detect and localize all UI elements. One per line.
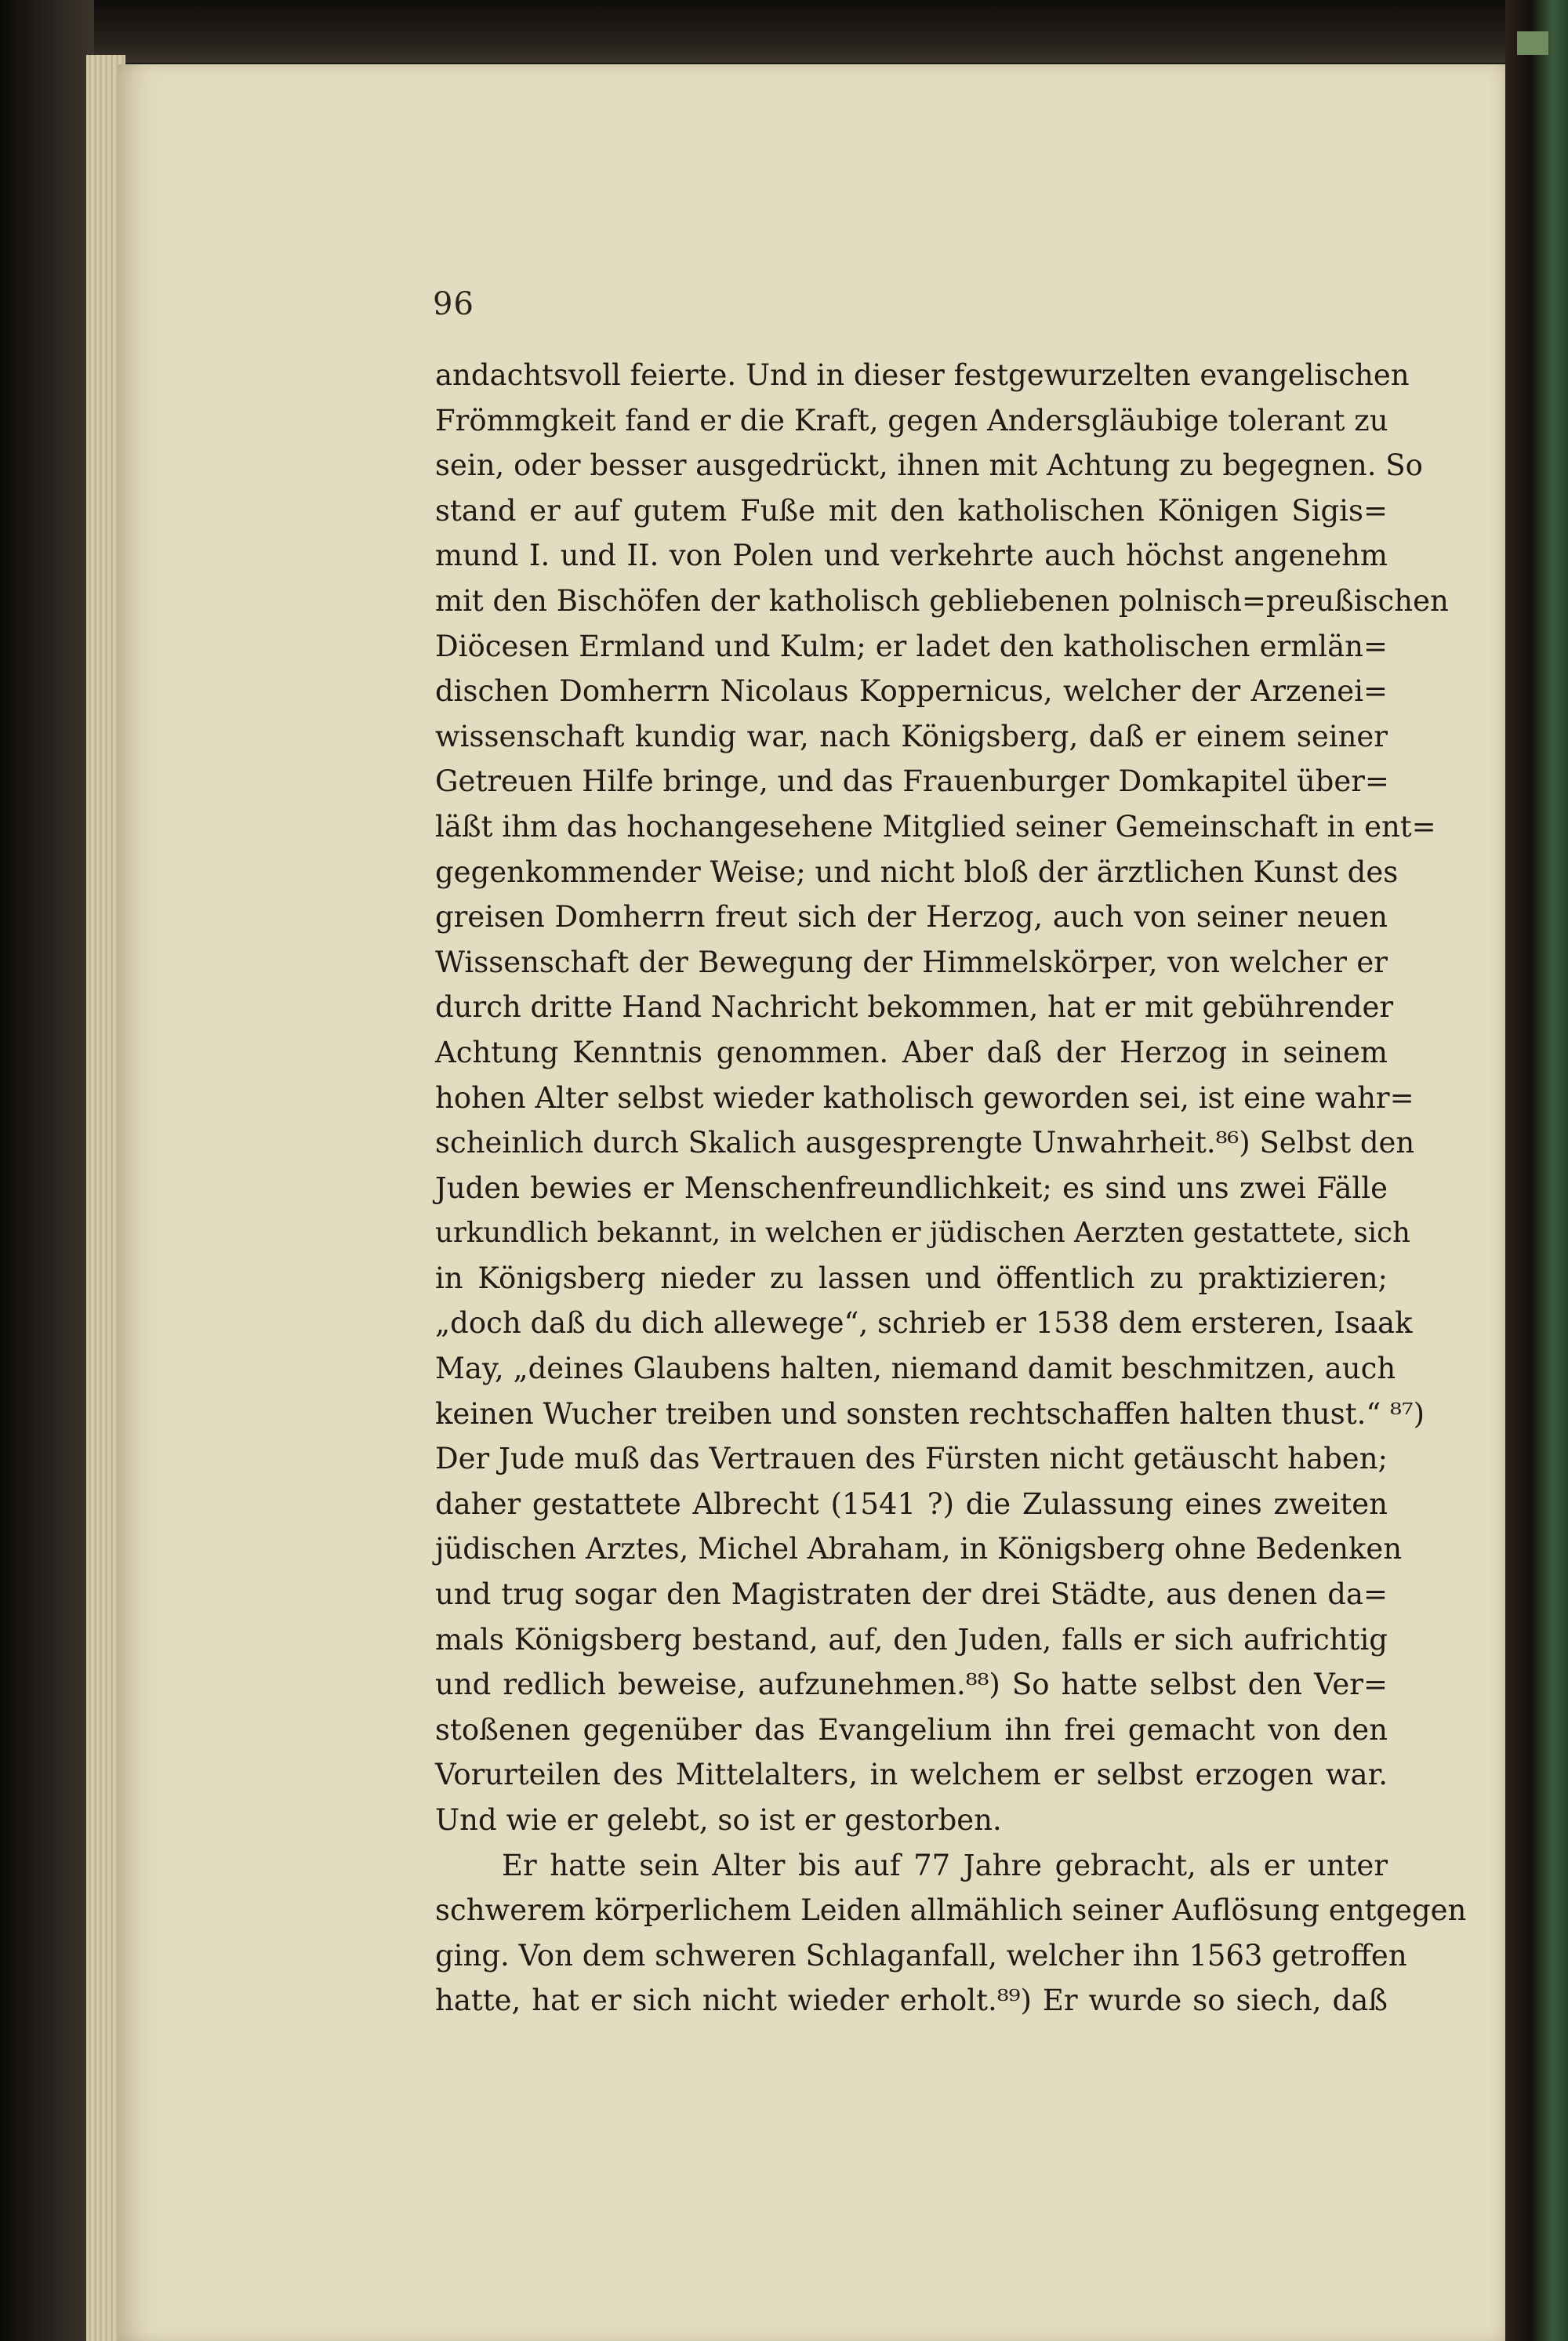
text-line: mit den Bischöfen der katholisch gebliebenen polnisch=preußischen	[435, 583, 1449, 618]
text-line: in Königsberg nieder zu lassen und öffentlich zu praktizieren;	[435, 1261, 1388, 1295]
color-tab	[1517, 31, 1548, 55]
text-line: Frömmgkeit fand er die Kraft, gegen Andersgläubige tolerant zu	[435, 403, 1388, 437]
text-line: stand er auf gutem Fuße mit den katholischen Königen Sigis=	[435, 493, 1388, 528]
text-line: läßt ihm das hochangesehene Mitglied seiner Gemeinschaft in ent=	[435, 809, 1436, 844]
text-line: wissenschaft kundig war, nach Königsberg, daß er einem seiner	[435, 719, 1388, 753]
text-line: schwerem körperlichem Leiden allmählich seiner Auflösung entgegen	[435, 1893, 1467, 1928]
text-line: andachtsvoll feierte. Und in dieser festgewurzelten evangelischen	[435, 358, 1410, 392]
text-line: Diöcesen Ermland und Kulm; er ladet den katholischen ermlän=	[435, 629, 1388, 663]
text-line: hatte, hat er sich nicht wieder erholt.⁸⁹) Er wurde so siech, daß	[435, 1983, 1388, 2018]
text-line: ging. Von dem schweren Schlaganfall, welcher ihn 1563 getroffen	[435, 1938, 1407, 1973]
text-line: mund I. und II. von Polen und verkehrte auch höchst angenehm	[435, 539, 1388, 573]
text-line: Er hatte sein Alter bis auf 77 Jahre gebracht, als er unter	[502, 1848, 1388, 1882]
page-number: 96	[433, 286, 474, 322]
body-text	[435, 353, 1467, 2023]
text-line: „doch daß du dich allewege“, schrieb er 1538 dem ersteren, Isaak	[435, 1306, 1413, 1341]
text-line: jüdischen Arztes, Michel Abraham, in Königsberg ohne Bedenken	[435, 1532, 1403, 1566]
text-line: durch dritte Hand Nachricht bekommen, hat er mit gebührender	[435, 990, 1394, 1025]
text-line: keinen Wucher treiben und sonsten rechtschaffen halten thust.“ ⁸⁷)	[435, 1396, 1425, 1431]
text-line: urkundlich bekannt, in welchen er jüdischen Aerzten gestattete, sich	[435, 1217, 1410, 1250]
text-line: sein, oder besser ausgedrückt, ihnen mit Achtung zu begegnen. So	[435, 448, 1423, 483]
text-line: May, „deines Glaubens halten, niemand damit beschmitzen, auch	[435, 1352, 1396, 1386]
text-line: und trug sogar den Magistraten der drei Städte, aus denen da=	[435, 1577, 1388, 1612]
book-spine	[1505, 0, 1568, 2341]
book-cover-edge	[0, 0, 94, 2341]
text-line: dischen Domherrn Nicolaus Koppernicus, welcher der Arzenei=	[435, 674, 1388, 709]
text-line: Wissenschaft der Bewegung der Himmelskörper, von welcher er	[435, 945, 1388, 979]
text-line: gegenkommender Weise; und nicht bloß der ärztlichen Kunst des	[435, 855, 1399, 889]
text-line: Der Jude muß das Vertrauen des Fürsten nicht getäuscht haben;	[435, 1442, 1388, 1476]
text-line: hohen Alter selbst wieder katholisch geworden sei, ist eine wahr=	[435, 1080, 1414, 1115]
text-line: Juden bewies er Menschenfreundlichkeit; es sind uns zwei Fälle	[435, 1170, 1388, 1205]
text-line: Und wie er gelebt, so ist er gestorben.	[435, 1803, 1002, 1837]
text-line: Getreuen Hilfe bringe, und das Frauenburger Domkapitel über=	[435, 764, 1389, 799]
text-line: greisen Domherrn freut sich der Herzog, auch von seiner neuen	[435, 900, 1388, 935]
text-line: mals Königsberg bestand, auf, den Juden, falls er sich aufrichtig	[435, 1622, 1388, 1657]
text-line: Achtung Kenntnis genommen. Aber daß der Herzog in seinem	[435, 1035, 1388, 1069]
text-line: daher gestattete Albrecht (1541 ?) die Zulassung eines zweiten	[435, 1486, 1388, 1521]
scan-background-top	[0, 0, 1568, 63]
text-line: stoßenen gegenüber das Evangelium ihn frei gemacht von den	[435, 1712, 1388, 1747]
text-line: und redlich beweise, aufzunehmen.⁸⁸) So hatte selbst den Ver=	[435, 1668, 1388, 1702]
text-line: Vorurteilen des Mittelalters, in welchem er selbst erzogen war.	[435, 1758, 1388, 1792]
text-line: scheinlich durch Skalich ausgesprengte Unwahrheit.⁸⁶) Selbst den	[435, 1126, 1415, 1160]
